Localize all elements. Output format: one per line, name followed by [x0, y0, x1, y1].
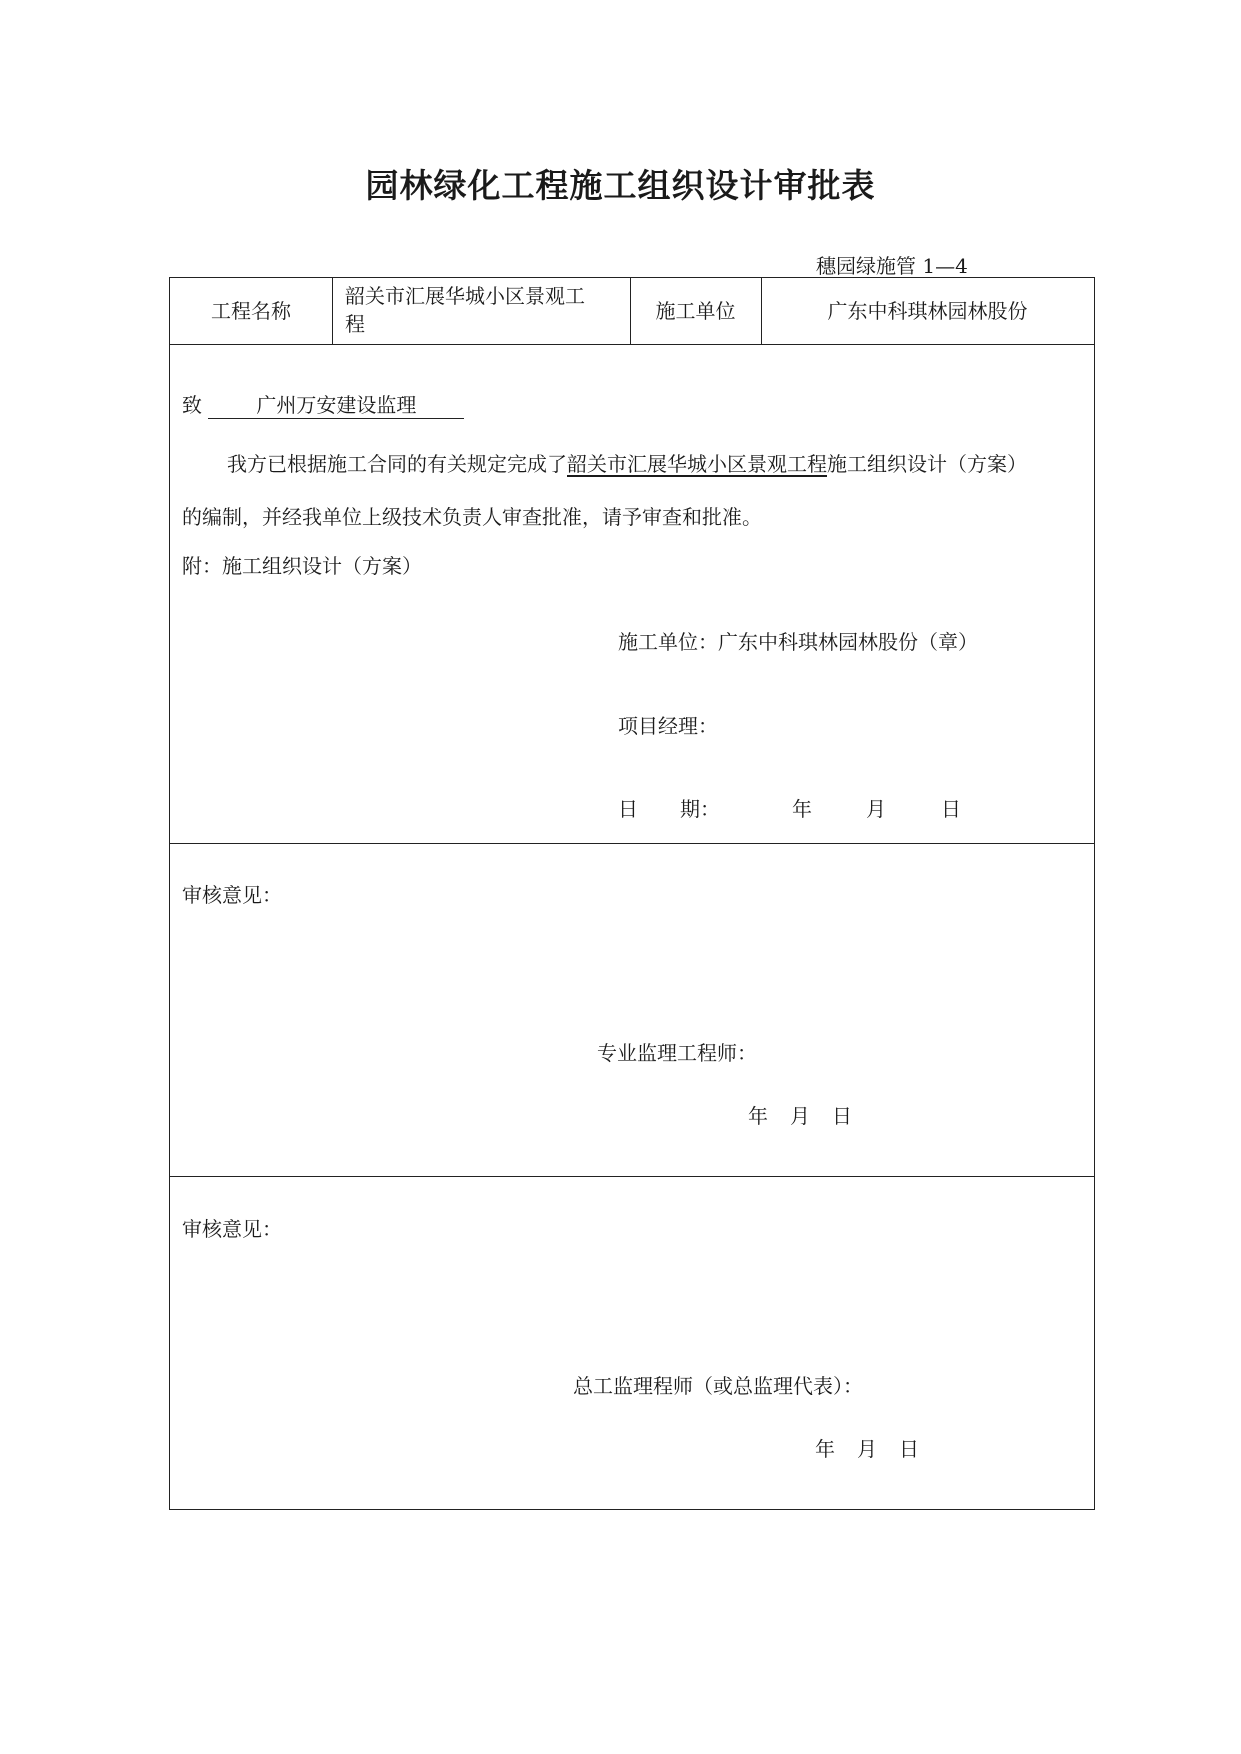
- recipient-line: [182, 391, 464, 419]
- review2-label: 审核意见：: [182, 1217, 282, 1241]
- attachment-line: 附：施工组织设计（方案）: [182, 554, 422, 578]
- form-code: 穗园绿施管 1—4: [816, 254, 968, 278]
- date-label-ri: 日: [618, 797, 638, 821]
- chief-supervisor-label: 总工监理程师（或总监理代表）：: [573, 1374, 863, 1398]
- contractor-value: 广东中科琪林园林股份: [827, 299, 1028, 323]
- review2-month: 月: [857, 1437, 877, 1461]
- contractor-label: 施工单位: [655, 299, 736, 323]
- row-divider: [170, 344, 1094, 345]
- recipient-prefix: 致: [182, 393, 202, 417]
- project-manager-label: 项目经理：: [618, 714, 718, 738]
- date-month: 月: [866, 797, 886, 821]
- project-name-value-line1: 韶关市汇展华城小区景观工: [345, 284, 585, 308]
- date-day: 日: [941, 797, 961, 821]
- review1-year: 年: [748, 1104, 768, 1128]
- review2-year: 年: [815, 1437, 835, 1461]
- body-project-name: 韶关市汇展华城小区景观工程: [567, 452, 827, 476]
- project-name-value-line2: 程: [345, 312, 365, 336]
- date-year: 年: [792, 797, 812, 821]
- body-line-2: 的编制，并经我单位上级技术负责人审查批准，请予审查和批准。: [182, 505, 762, 529]
- review1-label: 审核意见：: [182, 883, 282, 907]
- contractor-signature: 施工单位：广东中科琪林园林股份（章）: [618, 630, 978, 654]
- review1-month: 月: [790, 1104, 810, 1128]
- project-name-label: 工程名称: [211, 299, 291, 323]
- project-name-value: [345, 282, 585, 338]
- section-divider: [170, 843, 1094, 844]
- date-label-qi: 期：: [680, 797, 720, 821]
- section-divider: [170, 1176, 1094, 1177]
- header-divider: [332, 278, 333, 344]
- body-line-1: [227, 450, 1027, 478]
- body-text-part2: 施工组织设计（方案）: [827, 452, 1027, 476]
- supervising-engineer-label: 专业监理工程师：: [597, 1041, 757, 1065]
- review1-day: 日: [832, 1104, 852, 1128]
- review2-day: 日: [899, 1437, 919, 1461]
- document-title: 园林绿化工程施工组织设计审批表: [365, 166, 876, 205]
- recipient-value: 广州万安建设监理: [208, 392, 464, 419]
- body-text-part1: 我方已根据施工合同的有关规定完成了: [227, 452, 567, 476]
- approval-form-table: [169, 277, 1095, 1510]
